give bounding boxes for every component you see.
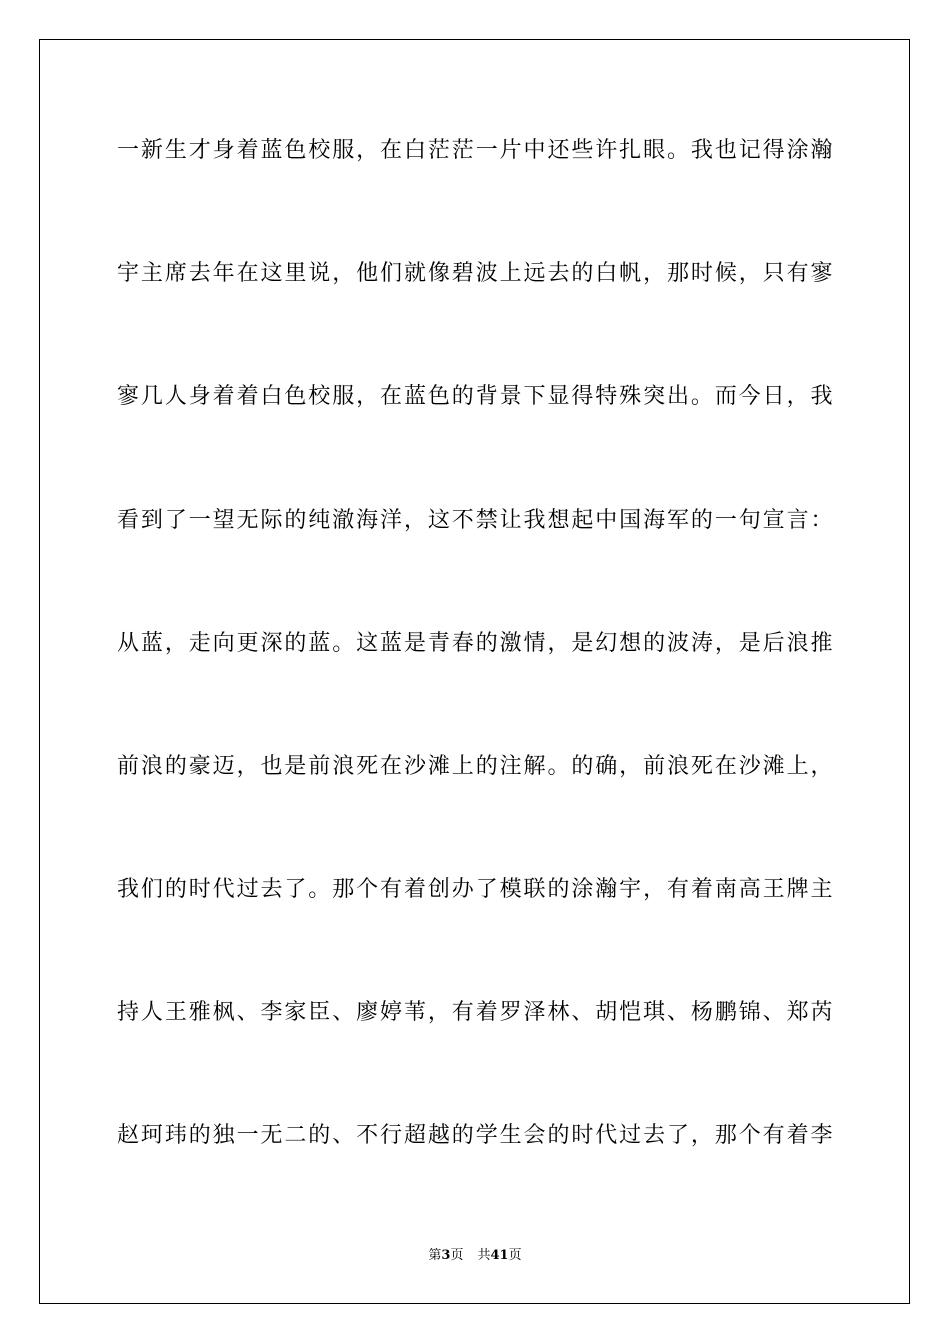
body-text-line: 持人王雅枫、李家臣、廖婷苇，有着罗泽林、胡恺琪、杨鹏锦、郑芮: [117, 1000, 833, 1025]
page-label-prefix: 第: [428, 1248, 442, 1263]
total-label-suffix: 页: [508, 1248, 522, 1263]
body-text-line: 我们的时代过去了。那个有着创办了模联的涂瀚宇，有着南高王牌主: [117, 877, 833, 902]
body-text-line: 看到了一望无际的纯澈海洋，这不禁让我想起中国海军的一句宣言：: [117, 508, 833, 533]
total-label-prefix: 共: [477, 1248, 491, 1263]
page-label-suffix: 页: [450, 1248, 464, 1263]
body-text-line: 一新生才身着蓝色校服，在白茫茫一片中还些许扎眼。我也记得涂瀚: [117, 138, 833, 163]
body-text-line: 赵珂玮的独一无二的、不行超越的学生会的时代过去了，那个有着李: [117, 1123, 833, 1148]
page-border: [39, 39, 910, 1304]
body-text-line: 宇主席去年在这里说，他们就像碧波上远去的白帆，那时候，只有寥: [117, 261, 833, 286]
body-text-line: 从蓝，走向更深的蓝。这蓝是青春的激情，是幻想的波涛，是后浪推: [117, 631, 833, 656]
body-text-line: 寥几人身着着白色校服，在蓝色的背景下显得特殊突出。而今日，我: [117, 384, 833, 409]
page-footer: [0, 1247, 950, 1265]
page-number: 3: [441, 1248, 451, 1263]
total-pages: 41: [490, 1248, 509, 1263]
body-text-line: 前浪的豪迈，也是前浪死在沙滩上的注解。的确，前浪死在沙滩上，: [117, 754, 833, 779]
